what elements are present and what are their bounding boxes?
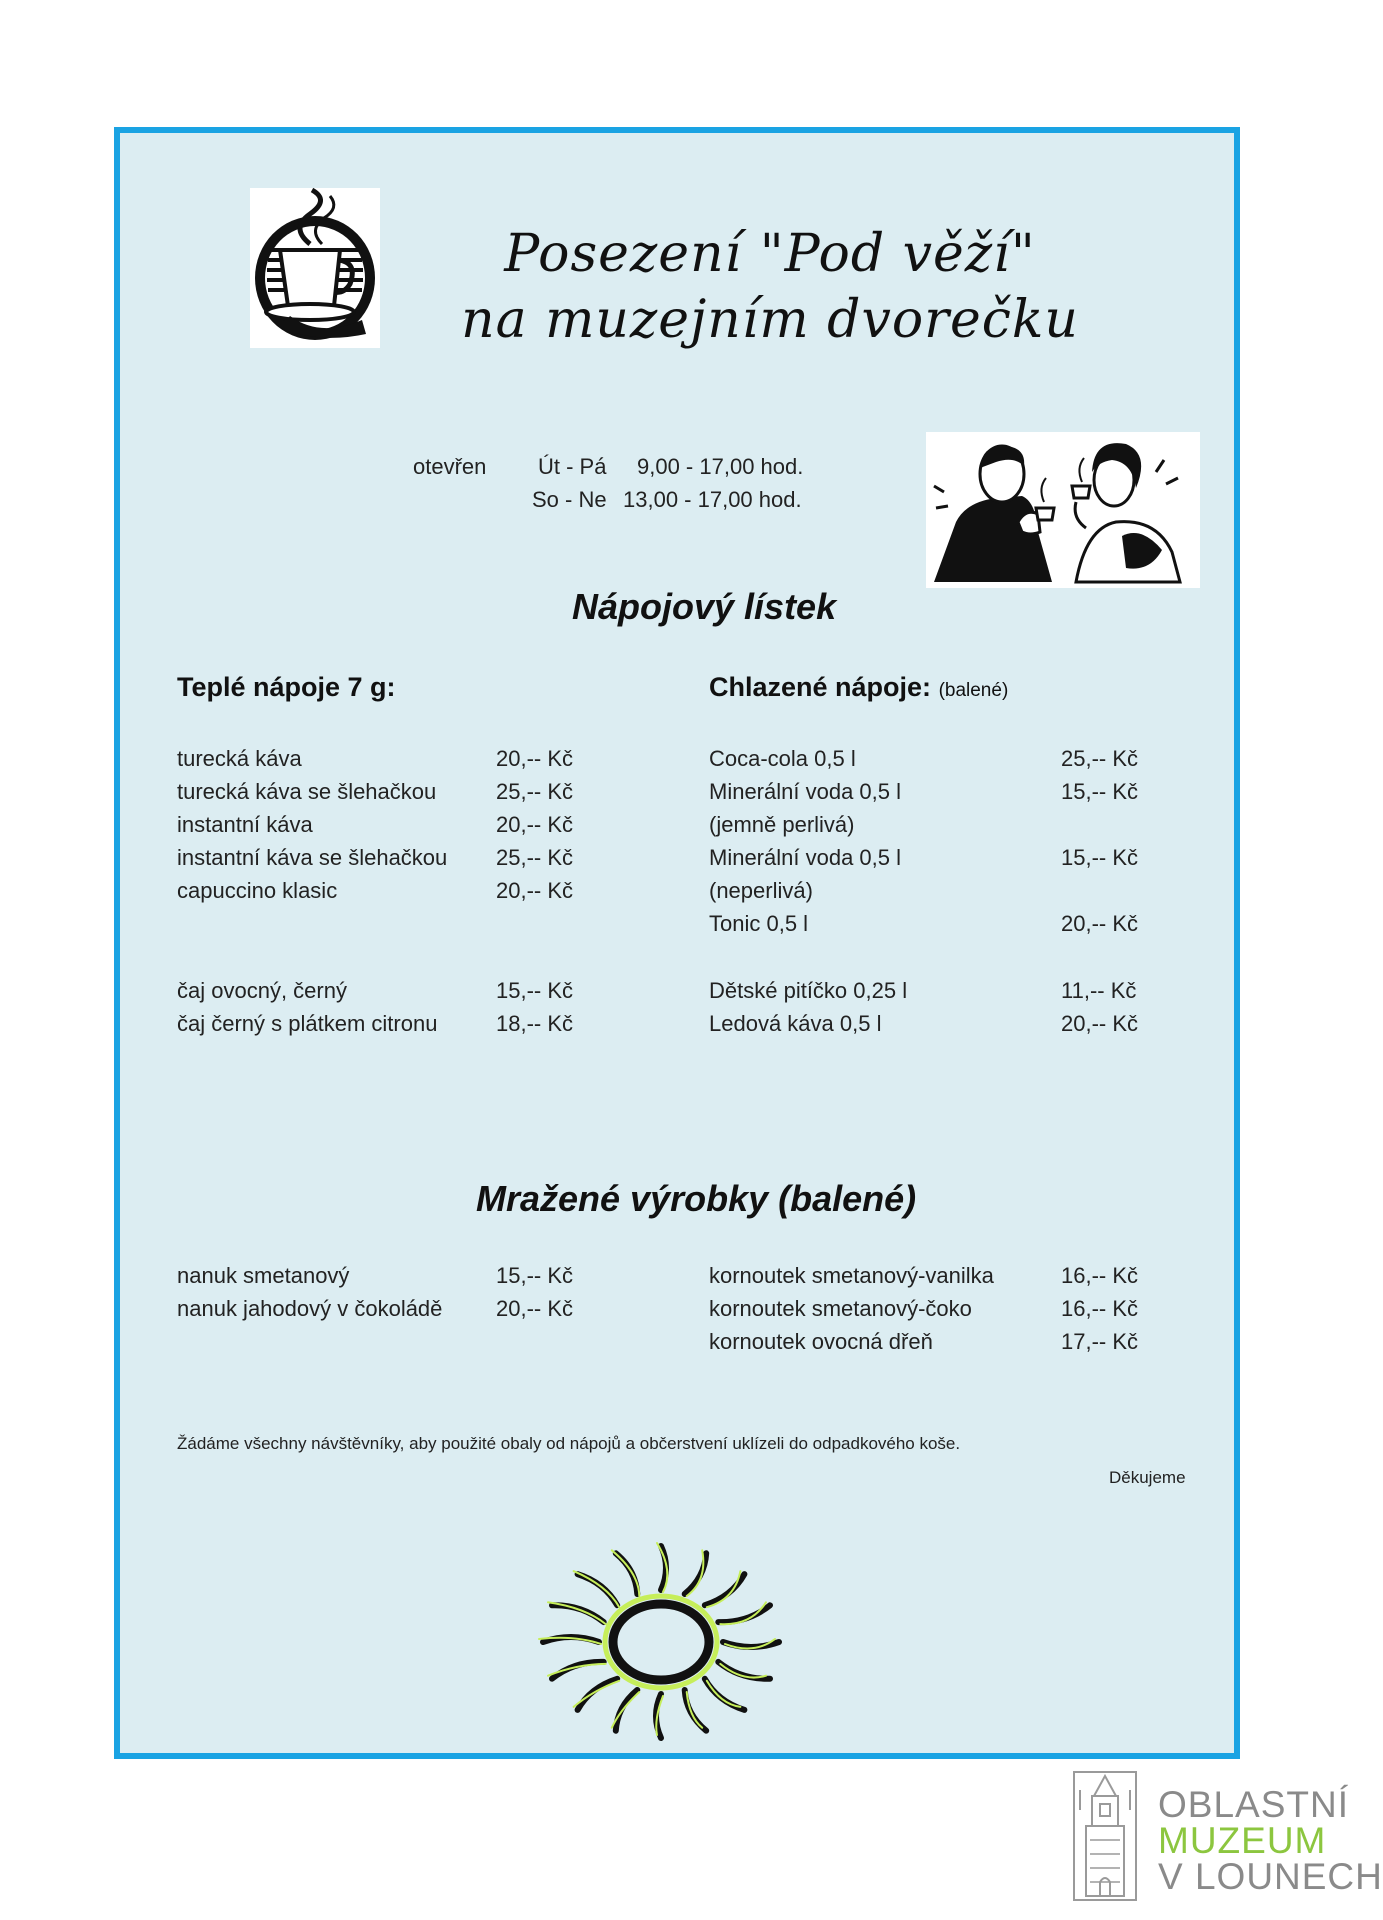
menu-item-name: čaj ovocný, černý xyxy=(177,978,347,1003)
menu-item-name: turecká káva se šlehačkou xyxy=(177,779,437,804)
hot-drinks-heading: Teplé nápoje 7 g: xyxy=(177,672,396,702)
menu-item-name: Tonic 0,5 l xyxy=(709,911,809,936)
menu-item-name: Coca-cola 0,5 l xyxy=(709,746,856,771)
menu-item-price: 18,-- Kč xyxy=(496,1011,574,1036)
frozen-heading: Mražené výrobky (balené) xyxy=(476,1178,917,1219)
menu-item-price: 25,-- Kč xyxy=(496,779,574,804)
hours-weekday-days: Út - Pá xyxy=(538,454,607,479)
menu-item-price: 25,-- Kč xyxy=(496,845,574,870)
menu-item-name: Dětské pitíčko 0,25 l xyxy=(709,978,908,1003)
hours-weekday-time: 9,00 - 17,00 hod. xyxy=(637,454,804,479)
menu-item-name: kornoutek smetanový-čoko xyxy=(709,1296,972,1321)
menu-item-name: (jemně perlivá) xyxy=(709,812,855,837)
menu-item-price: 15,-- Kč xyxy=(496,1263,574,1288)
menu-item-price: 20,-- Kč xyxy=(496,1296,574,1321)
menu-item-name: kornoutek smetanový-vanilka xyxy=(709,1263,994,1288)
hours-label: otevřen xyxy=(413,454,487,479)
menu-item-price: 16,-- Kč xyxy=(1061,1263,1139,1288)
menu-item-name: (neperlivá) xyxy=(709,878,813,903)
menu-item-name: turecká káva xyxy=(177,746,302,771)
menu-item-name: nanuk smetanový xyxy=(177,1263,350,1288)
menu-item-name: kornoutek ovocná dřeň xyxy=(709,1329,933,1354)
menu-frame xyxy=(114,127,1240,1759)
menu-item-price: 15,-- Kč xyxy=(1061,845,1139,870)
menu-item-price: 20,-- Kč xyxy=(1061,911,1139,936)
menu-item-name: instantní káva xyxy=(177,812,313,837)
menu-item-price: 15,-- Kč xyxy=(1061,779,1139,804)
hours-weekend-days: So - Ne xyxy=(532,487,607,512)
couple-drinking-illustration xyxy=(926,432,1200,588)
logo-line-oblastni: OBLASTNÍ xyxy=(1158,1784,1349,1825)
menu-title: Nápojový lístek xyxy=(572,586,837,627)
menu-item-price: 16,-- Kč xyxy=(1061,1296,1139,1321)
cold-drinks-heading-note: (balené) xyxy=(938,680,1009,701)
menu-item-price: 15,-- Kč xyxy=(496,978,574,1003)
menu-item-name: instantní káva se šlehačkou xyxy=(177,845,448,870)
cold-drinks-heading xyxy=(709,672,1008,703)
logo-line-v-lounech: V LOUNECH xyxy=(1158,1856,1383,1897)
menu-item-price: 20,-- Kč xyxy=(496,746,574,771)
coffee-cup-illustration xyxy=(250,188,380,348)
visitor-note: Žádáme všechny návštěvníky, aby použité obaly od nápojů a občerstvení uklízeli do odpadkového koše. xyxy=(177,1434,961,1453)
menu-item-price: 11,-- Kč xyxy=(1061,978,1137,1003)
menu-item-price: 20,-- Kč xyxy=(496,812,574,837)
logo-line-muzeum: MUZEUM xyxy=(1158,1820,1327,1861)
sun-icon xyxy=(536,1542,786,1742)
thanks-text: Děkujeme xyxy=(1109,1468,1186,1487)
menu-item-name: Ledová káva 0,5 l xyxy=(709,1011,882,1036)
museum-tower-logo-icon xyxy=(1072,1770,1138,1902)
title-line-1: Posezení "Pod věží" xyxy=(504,224,1036,284)
hours-weekend-time: 13,00 - 17,00 hod. xyxy=(623,487,802,512)
menu-item-name: Minerální voda 0,5 l xyxy=(709,779,901,804)
menu-item-name: nanuk jahodový v čokoládě xyxy=(177,1296,443,1321)
menu-item-price: 20,-- Kč xyxy=(496,878,574,903)
menu-item-name: capuccino klasic xyxy=(177,878,338,903)
cold-drinks-heading-text: Chlazené nápoje: xyxy=(709,672,932,702)
menu-item-name: čaj černý s plátkem citronu xyxy=(177,1011,438,1036)
menu-item-price: 25,-- Kč xyxy=(1061,746,1139,771)
menu-item-price: 20,-- Kč xyxy=(1061,1011,1139,1036)
menu-item-name: Minerální voda 0,5 l xyxy=(709,845,901,870)
menu-item-price: 17,-- Kč xyxy=(1061,1329,1139,1354)
title-line-2: na muzejním dvorečku xyxy=(461,290,1079,350)
